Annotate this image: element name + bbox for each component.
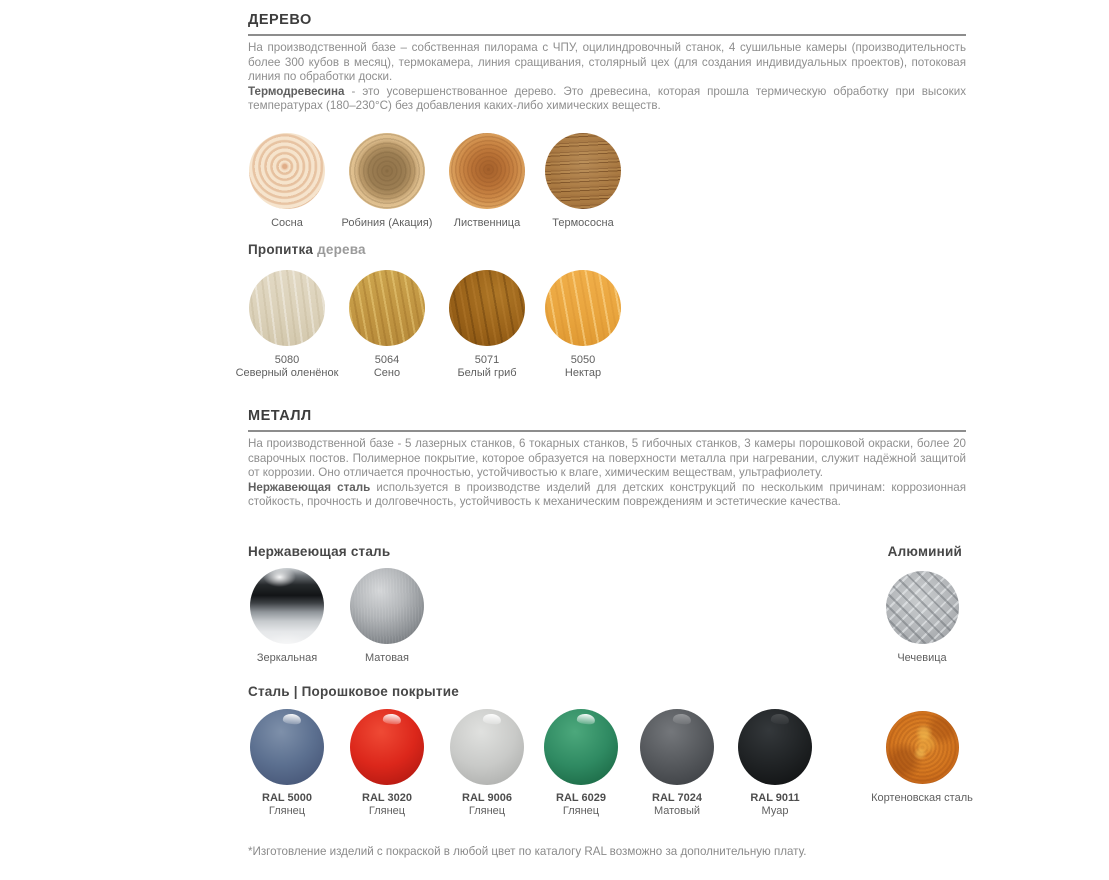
ral-code: RAL 9006 bbox=[462, 792, 512, 804]
wood-intro-text bbox=[248, 41, 966, 114]
stain-color-disc bbox=[449, 270, 525, 346]
impregnation-heading bbox=[248, 242, 366, 257]
ral-finish: Глянец bbox=[562, 805, 600, 817]
diamond-plate-texture-image bbox=[886, 571, 959, 644]
stainless-heading: Нержавеющая сталь bbox=[248, 544, 391, 559]
wood-paragraph-2 bbox=[248, 85, 966, 114]
stain-name: Белый гриб bbox=[457, 367, 517, 379]
stain-name: Сено bbox=[373, 367, 401, 379]
ral-color-sphere bbox=[350, 709, 424, 785]
section-title-metal: МЕТАЛЛ bbox=[248, 408, 966, 432]
aluminum-heading: Алюминий bbox=[887, 544, 962, 559]
thermopine-texture-image bbox=[545, 133, 621, 209]
ral-finish: Глянец bbox=[368, 805, 406, 817]
stain-color-disc bbox=[249, 270, 325, 346]
ral-swatch-3020 bbox=[331, 709, 443, 818]
stain-code: 5080 bbox=[274, 354, 300, 366]
ral-finish: Муар bbox=[761, 805, 789, 817]
ral-finish: Матовый bbox=[653, 805, 701, 817]
ral-code: RAL 3020 bbox=[362, 792, 412, 804]
ral-footnote: *Изготовление изделий с покраской в любой цвет по каталогу RAL возможно за дополнительную плату. bbox=[248, 845, 807, 858]
wood-paragraph-1: На производственной базе – собственная пилорама с ЧПУ, оцилиндровочный станок, 4 сушильные камеры (производительность более 300 кубов в месяц), термокамера, линия сращивания, столярный цех (для создания индивидуальных проектов), потоковая линия по обработки доски. bbox=[248, 41, 966, 84]
thermowood-term: Термодревесина bbox=[248, 84, 345, 98]
ral-swatch-9011 bbox=[719, 709, 831, 818]
wood-swatch-thermopine bbox=[527, 133, 639, 230]
stainless-text: используется в производстве изделий для детских конструкций по нескольким причинам: коррозионная стойкость, прочность и долговечность, устойчивость к механическим повреждениям и эстетические качества. bbox=[248, 480, 966, 509]
mirror-steel-sphere-image bbox=[250, 568, 324, 644]
finish-label: Чечевица bbox=[897, 652, 947, 664]
powder-coating-heading: Сталь | Порошковое покрытие bbox=[248, 684, 459, 699]
stainless-swatch-matte bbox=[331, 568, 443, 665]
stainless-swatch-mirror bbox=[231, 568, 343, 665]
stain-code: 5071 bbox=[474, 354, 500, 366]
ral-color-sphere bbox=[250, 709, 324, 785]
stain-name: Нектар bbox=[564, 367, 602, 379]
stain-swatch-5080 bbox=[231, 270, 343, 380]
ral-color-sphere bbox=[450, 709, 524, 785]
wood-swatch-robinia bbox=[331, 133, 443, 230]
ral-color-sphere bbox=[544, 709, 618, 785]
content-column bbox=[235, 0, 973, 880]
stainless-term: Нержавеющая сталь bbox=[248, 480, 371, 494]
section-title-wood: ДЕРЕВО bbox=[248, 12, 966, 36]
metal-paragraph-2 bbox=[248, 481, 966, 510]
finish-label: Матовая bbox=[365, 652, 409, 664]
stain-code: 5064 bbox=[374, 354, 400, 366]
corten-steel-swatch bbox=[866, 711, 978, 805]
ral-code: RAL 5000 bbox=[262, 792, 312, 804]
matte-steel-sphere-image bbox=[350, 568, 424, 644]
swatch-label: Сосна bbox=[271, 217, 303, 229]
swatch-label: Робиния (Акация) bbox=[341, 217, 433, 229]
ral-code: RAL 9011 bbox=[750, 792, 800, 804]
impregnation-heading-main: Пропитка bbox=[248, 242, 314, 257]
wood-swatch-pine bbox=[231, 133, 343, 230]
stain-swatch-5064 bbox=[331, 270, 443, 380]
stain-name: Северный оленёнок bbox=[235, 367, 339, 379]
larch-cross-section-image bbox=[449, 133, 525, 209]
aluminum-swatch-lentil bbox=[866, 571, 978, 665]
impregnation-heading-sub: дерева bbox=[317, 242, 366, 257]
stain-color-disc bbox=[349, 270, 425, 346]
ral-color-sphere bbox=[640, 709, 714, 785]
ral-color-sphere bbox=[738, 709, 812, 785]
pine-cross-section-image bbox=[249, 133, 325, 209]
ral-finish: Глянец bbox=[268, 805, 306, 817]
ral-finish: Глянец bbox=[468, 805, 506, 817]
stain-color-disc bbox=[545, 270, 621, 346]
swatch-label: Термососна bbox=[552, 217, 614, 229]
ral-code: RAL 7024 bbox=[652, 792, 702, 804]
finish-label: Зеркальная bbox=[256, 652, 318, 664]
ral-swatch-7024 bbox=[621, 709, 733, 818]
ral-code: RAL 6029 bbox=[556, 792, 606, 804]
corten-texture-image bbox=[886, 711, 959, 784]
stain-code: 5050 bbox=[570, 354, 596, 366]
thermowood-text: - это усовершенствованное дерево. Это древесина, которая прошла термическую обработку при высоких температурах (180–230°С) без добавления каких-либо химических веществ. bbox=[248, 84, 966, 113]
metal-intro-text bbox=[248, 437, 966, 510]
ral-swatch-5000 bbox=[231, 709, 343, 818]
material-label: Кортеновская сталь bbox=[871, 792, 973, 804]
metal-paragraph-1: На производственной базе - 5 лазерных станков, 6 токарных станков, 5 гибочных станков, 3 камеры порошковой окраски, более 20 сварочных постов. Полимерное покрытие, которое образуется на поверхности металла при нагревании, служит надёжной защитой от коррозии. Оно отличается прочностью, устойчивостью к влаге, химическим веществам, ультрафиолету. bbox=[248, 437, 966, 480]
robinia-cross-section-image bbox=[349, 133, 425, 209]
swatch-label: Лиственница bbox=[453, 217, 521, 229]
stain-swatch-5050 bbox=[527, 270, 639, 380]
